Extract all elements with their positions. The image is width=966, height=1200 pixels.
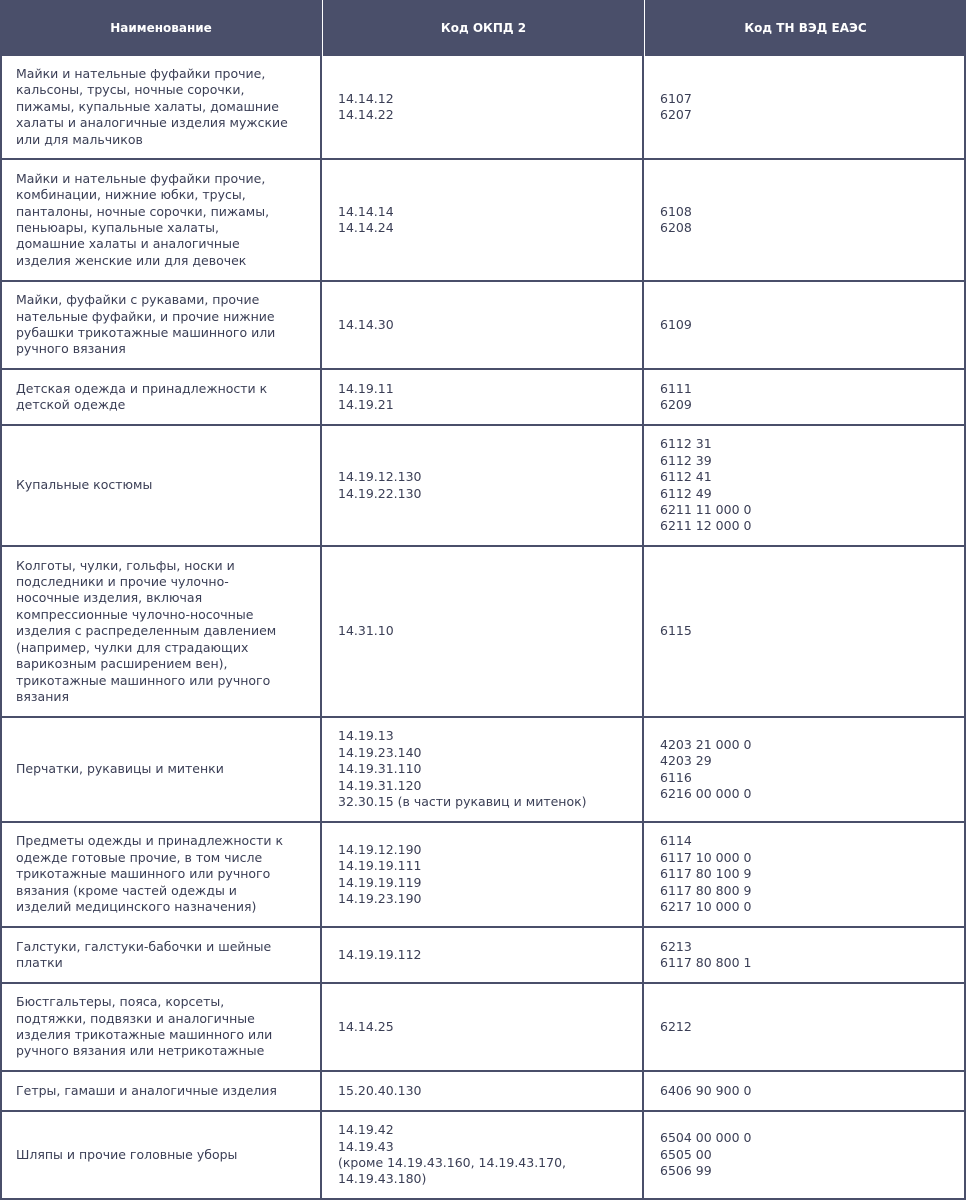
cell-tnved: 6115 [644,547,966,718]
cell-okpd: 14.19.12.130 14.19.22.130 [322,426,644,547]
cell-tnved: 6107 6207 [644,56,966,160]
cell-name: Гетры, гамаши и аналогичные изделия [0,1072,322,1112]
table-row [0,718,966,823]
cell-name: Майки и нательные фуфайки прочие, кальсоны, трусы, ночные сорочки, пижамы, купальные халаты, домашние халаты и аналогичные изделия мужские или для мальчиков [0,56,322,160]
cell-okpd: 14.31.10 [322,547,644,718]
header-tnved: Код ТН ВЭД ЕАЭС [644,0,966,56]
cell-okpd: 14.19.13 14.19.23.140 14.19.31.110 14.19.31.120 32.30.15 (в части рукавиц и митенок) [322,718,644,823]
cell-name: Колготы, чулки, гольфы, носки и подследники и прочие чулочно- носочные изделия, включая компрессионные чулочно-носочные изделия с распределенным давлением (например, чулки для страдающих варикозным расширением вен), трикотажные машинного или ручного вязания [0,547,322,718]
table-row [0,1112,966,1200]
cell-name: Майки, фуфайки с рукавами, прочие нательные фуфайки, и прочие нижние рубашки трикотажные машинного или ручного вязания [0,282,322,370]
cell-okpd: 14.19.19.112 [322,928,644,984]
cell-name: Бюстгальтеры, пояса, корсеты, подтяжки, подвязки и аналогичные изделия трикотажные машинного или ручного вязания или нетрикотажные [0,984,322,1072]
cell-name: Майки и нательные фуфайки прочие, комбинации, нижние юбки, трусы, панталоны, ночные сорочки, пижамы, пеньюары, купальные халаты, домашние халаты и аналогичные изделия женские или для девочек [0,160,322,282]
table-row [0,823,966,928]
cell-tnved: 4203 21 000 0 4203 29 6116 6216 00 000 0 [644,718,966,823]
cell-name: Купальные костюмы [0,426,322,547]
cell-okpd: 14.19.42 14.19.43 (кроме 14.19.43.160, 14.19.43.170, 14.19.43.180) [322,1112,644,1200]
cell-okpd: 14.14.12 14.14.22 [322,56,644,160]
cell-okpd: 14.14.14 14.14.24 [322,160,644,282]
table-row [0,160,966,282]
cell-tnved: 6504 00 000 0 6505 00 6506 99 [644,1112,966,1200]
table-row [0,984,966,1072]
cell-okpd: 14.14.25 [322,984,644,1072]
cell-okpd: 14.19.11 14.19.21 [322,370,644,426]
cell-tnved: 6406 90 900 0 [644,1072,966,1112]
cell-name: Детская одежда и принадлежности к детской одежде [0,370,322,426]
table-header-row [0,0,966,56]
header-okpd: Код ОКПД 2 [322,0,644,56]
header-name: Наименование [0,0,322,56]
cell-okpd: 15.20.40.130 [322,1072,644,1112]
cell-name: Предметы одежды и принадлежности к одежде готовые прочие, в том числе трикотажные машинного или ручного вязания (кроме частей одежды и изделий медицинского назначения) [0,823,322,928]
cell-okpd: 14.19.12.190 14.19.19.111 14.19.19.119 14.19.23.190 [322,823,644,928]
cell-name: Галстуки, галстуки-бабочки и шейные платки [0,928,322,984]
cell-tnved: 6213 6117 80 800 1 [644,928,966,984]
cell-name: Шляпы и прочие головные уборы [0,1112,322,1200]
cell-tnved: 6212 [644,984,966,1072]
table-row [0,1072,966,1112]
cell-tnved: 6108 6208 [644,160,966,282]
table-row [0,547,966,718]
cell-tnved: 6111 6209 [644,370,966,426]
table-row [0,56,966,160]
cell-tnved: 6112 31 6112 39 6112 41 6112 49 6211 11 000 0 6211 12 000 0 [644,426,966,547]
cell-tnved: 6114 6117 10 000 0 6117 80 100 9 6117 80 800 9 6217 10 000 0 [644,823,966,928]
cell-name: Перчатки, рукавицы и митенки [0,718,322,823]
cell-tnved: 6109 [644,282,966,370]
table-row [0,426,966,547]
table-row [0,282,966,370]
table-row [0,928,966,984]
table-row [0,370,966,426]
cell-okpd: 14.14.30 [322,282,644,370]
